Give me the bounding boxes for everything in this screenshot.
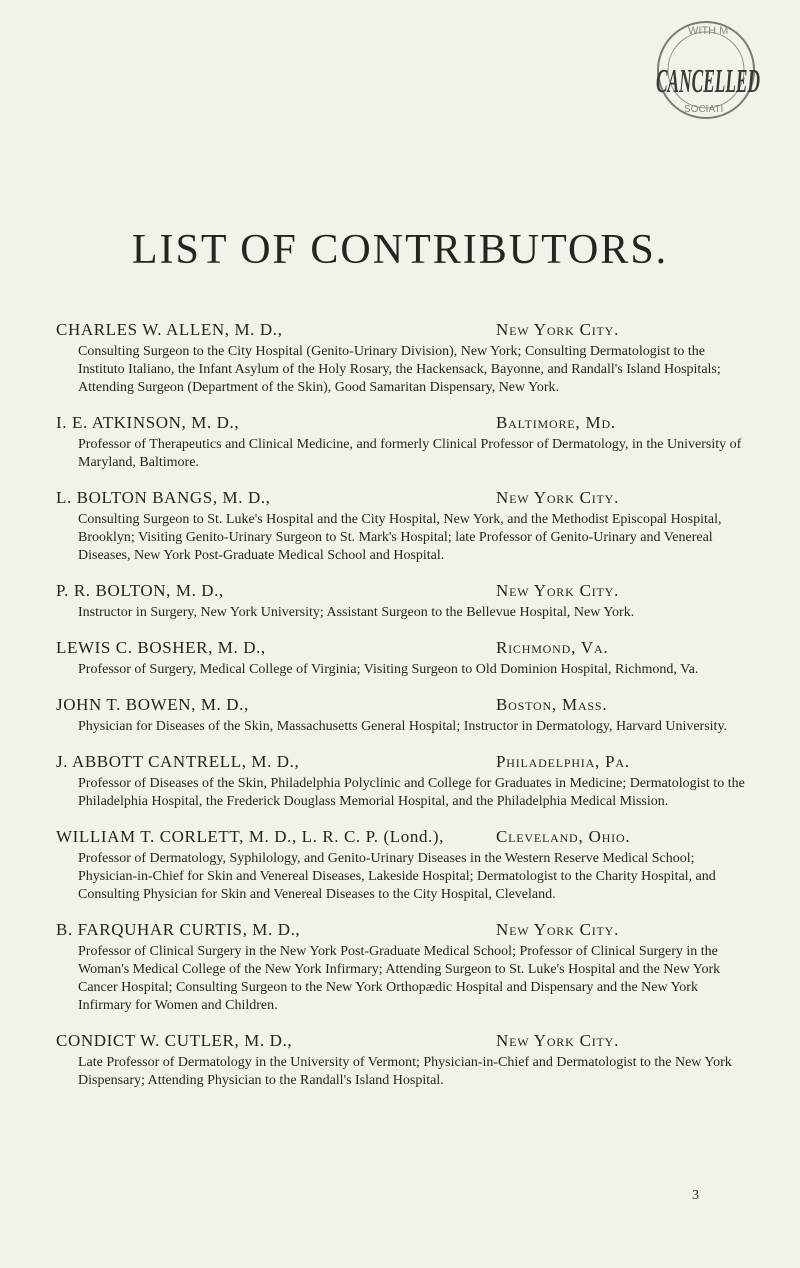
contributor-entry: [56, 413, 746, 472]
page-number: 3: [692, 1188, 699, 1203]
contributor-description: Professor of Therapeutics and Clinical Medicine, and formerly Clinical Professor of Dermatology, in the University of Maryland, Baltimore.: [78, 437, 742, 470]
contributor-place: New York City.: [496, 581, 620, 600]
contributor-list: [56, 320, 746, 1106]
contributor-name: JOHN T. BOWEN, M. D.,: [56, 695, 249, 714]
contributor-header: [56, 413, 746, 433]
contributor-place: Richmond, Va.: [496, 638, 609, 657]
contributor-header: [56, 695, 746, 715]
contributor-description: Professor of Dermatology, Syphilology, and Genito-Urinary Diseases in the Western Reserve Medical School; Physician-in-Chief for Skin and Venereal Diseases, Lakeside Hospital; Dermatologist to the Charity Hospital, and Consulting Physician for Skin and Venereal Diseases to the City Hospital, Cleveland.: [78, 851, 716, 902]
contributor-entry: [56, 320, 746, 397]
contributor-place: Baltimore, Md.: [496, 413, 616, 432]
contributor-header: [56, 320, 746, 340]
contributor-name: CONDICT W. CUTLER, M. D.,: [56, 1031, 293, 1050]
contributor-header: [56, 920, 746, 940]
contributor-place: Philadelphia, Pa.: [496, 752, 630, 771]
contributor-place: New York City.: [496, 920, 620, 939]
stamp-top-text: WITH M: [688, 25, 729, 37]
contributor-header: [56, 581, 746, 601]
contributor-entry: [56, 752, 746, 811]
contributor-name: I. E. ATKINSON, M. D.,: [56, 413, 240, 432]
contributor-header: [56, 752, 746, 772]
contributor-description: Physician for Diseases of the Skin, Massachusetts General Hospital; Instructor in Dermatology, Harvard University.: [78, 719, 728, 734]
contributor-name: B. FARQUHAR CURTIS, M. D.,: [56, 920, 301, 939]
contributor-description: Instructor in Surgery, New York University; Assistant Surgeon to the Bellevue Hospital, New York.: [78, 605, 635, 620]
contributor-entry: [56, 581, 746, 622]
stamp-bottom-text: SOCIATI: [684, 104, 724, 115]
contributor-description: Professor of Diseases of the Skin, Philadelphia Polyclinic and College for Graduates in Medicine; Dermatologist to the Philadelphia Hospital, the Frederick Douglass Memorial Hospital, and the Philadelphia Medical Mission.: [78, 776, 745, 809]
contributor-header: [56, 1031, 746, 1051]
stamp-main-text: CANCELLED: [656, 63, 760, 100]
contributor-place: New York City.: [496, 1031, 620, 1050]
contributor-name: WILLIAM T. CORLETT, M. D., L. R. C. P. (Lond.),: [56, 827, 445, 846]
contributor-description: Professor of Clinical Surgery in the New York Post-Graduate Medical School; Professor of Clinical Surgery in the Woman's Medical College of the New York Infirmary; Attending Surgeon to St. Luke's Hospital and the New York Cancer Hospital; Consulting Surgeon to the New York Orthopædic Hospital and Dispensary and the New York Infirmary for Women and Children.: [78, 944, 721, 1013]
page-title: LIST OF CONTRIBUTORS.: [131, 227, 669, 273]
contributor-description: Consulting Surgeon to the City Hospital (Genito-Urinary Division), New York; Consulting Dermatologist to the Instituto Italiano, the Infant Asylum of the Holy Rosary, the Hackensack, Bayonne, and Randall's Island Hospitals; Attending Surgeon (Department of the Skin), Good Samaritan Dispensary, New York.: [78, 344, 721, 395]
contributor-header: [56, 638, 746, 658]
contributor-entry: [56, 827, 746, 904]
contributor-name: L. BOLTON BANGS, M. D.,: [56, 488, 271, 507]
contributor-place: Boston, Mass.: [496, 695, 608, 714]
library-stamp: [648, 0, 764, 122]
contributor-entry: [56, 920, 746, 1015]
contributor-place: New York City.: [496, 320, 620, 339]
contributor-description: Late Professor of Dermatology in the University of Vermont; Physician-in-Chief and Dermatologist to the New York Dispensary; Attending Physician to the Randall's Island Hospital.: [78, 1055, 732, 1088]
contributor-header: [56, 827, 746, 847]
contributor-place: Cleveland, Ohio.: [496, 827, 631, 846]
contributor-entry: [56, 1031, 746, 1090]
contributor-name: LEWIS C. BOSHER, M. D.,: [56, 638, 266, 657]
contributor-name: CHARLES W. ALLEN, M. D.,: [56, 320, 283, 339]
contributor-entry: [56, 638, 746, 679]
contributor-entry: [56, 695, 746, 736]
contributor-description: Professor of Surgery, Medical College of Virginia; Visiting Surgeon to Old Dominion Hospital, Richmond, Va.: [78, 662, 699, 677]
contributor-name: J. ABBOTT CANTRELL, M. D.,: [56, 752, 300, 771]
contributor-name: P. R. BOLTON, M. D.,: [56, 581, 224, 600]
contributor-description: Consulting Surgeon to St. Luke's Hospital and the City Hospital, New York, and the Methodist Episcopal Hospital, Brooklyn; Visiting Genito-Urinary Surgeon to St. Mark's Hospital; late Professor of Genito-Urinary and Venereal Diseases, New York Post-Graduate Medical School and Hospital.: [78, 512, 722, 563]
contributor-header: [56, 488, 746, 508]
contributor-entry: [56, 488, 746, 565]
contributor-place: New York City.: [496, 488, 620, 507]
cancelled-stamp-icon: [648, 0, 764, 122]
